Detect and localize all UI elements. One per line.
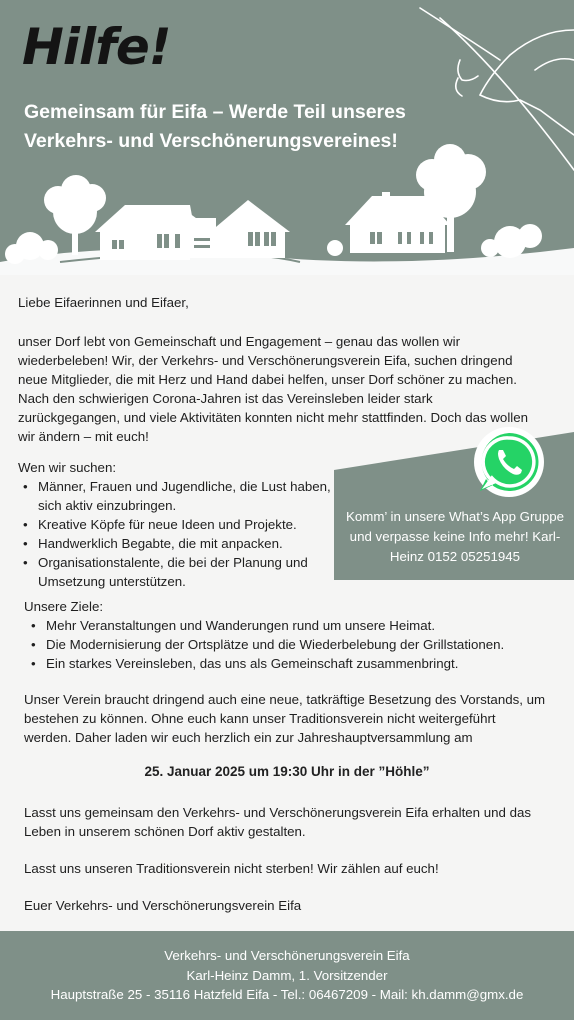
whatsapp-info: Komm’ in unsere What’s App Gruppe und verpasse keine Info mehr! Karl-Heinz 0152 05251945 [345,509,565,564]
whatsapp-icon[interactable] [472,425,546,499]
footer-contact: Hauptstraße 25 - 35116 Hatzfeld Eifa - Tel.: 06467209 - Mail: kh.damm@gmx.de [50,987,524,1002]
list-item: • Handwerklich Begabte, die mit anpacken. [18,534,338,553]
list-item: • Mehr Veranstaltungen und Wanderungen rund um unsere Heimat. [26,616,546,635]
list-item: • Ein starkes Vereinsleben, das uns als Gemeinschaft zusammenbringt. [26,654,546,673]
goals-heading: Unsere Ziele: [24,599,104,614]
seeking-heading: Wen wir suchen: [18,460,117,475]
footer-association: Verkehrs- und Verschönerungsverein Eifa [164,948,410,963]
goals-list [26,616,546,673]
appeal-text: Lasst uns unseren Traditionsverein nicht sterben! Wir zählen auf euch! [24,861,439,876]
list-item: • Kreative Köpfe für neue Ideen und Projekte. [18,515,338,534]
footer-chairman: Karl-Heinz Damm, 1. Vorsitzender [186,967,388,983]
meeting-date: 25. Januar 2025 um 19:30 Uhr in der ”Höhle” [144,764,430,779]
intro-paragraph: unser Dorf lebt von Gemeinschaft und Engagement – genau das wollen wir wiederbeleben! Wir, der Verkehrs- und Verschönerungsverein Eifa, suchen dringend neue Mitglieder, die mit Herz und Hand dabei helfen, unser Dorf schöner zu machen. Nach den schwierigen Corona-Jahren ist das Vereinsleben leider stark zurückgegangen, und viele Aktivitäten konnten nicht mehr stattfinden. Doch das wollen wir ändern – mit euch! [18,334,529,444]
hilfe-logo: Hilfe! [22,18,171,76]
list-item: • Organisationstalente, die bei der Planung und Umsetzung unterstützen. [18,553,338,591]
header-banner [0,0,574,275]
board-paragraph: Unser Verein braucht dringend auch eine neue, tatkräftige Besetzung des Vorstands, um bestehen zu können. Ohne euch kann unser Traditionsverein nicht weitergeführt werden. Daher laden wir euch herzlich ein zur Jahreshauptversammlung am [24,692,546,745]
footer [0,931,574,1020]
list-item: • Die Modernisierung der Ortsplätze und die Wiederbelebung der Grillstationen. [26,635,546,654]
page-headline: Gemeinsam für Eifa – Werde Teil unseres Verkehrs- und Verschönerungsvereines! [24,101,406,152]
signoff: Euer Verkehrs- und Verschönerungsverein Eifa [24,898,302,913]
list-item: • Männer, Frauen und Jugendliche, die Lust haben, sich aktiv einzubringen. [18,477,338,515]
seeking-list [18,477,338,591]
preserve-paragraph: Lasst uns gemeinsam den Verkehrs- und Verschönerungsverein Eifa erhalten und das Leben in unserem schönen Dorf aktiv gestalten. [24,805,532,839]
greeting: Liebe Eifaerinnen und Eifaer, [18,295,189,310]
